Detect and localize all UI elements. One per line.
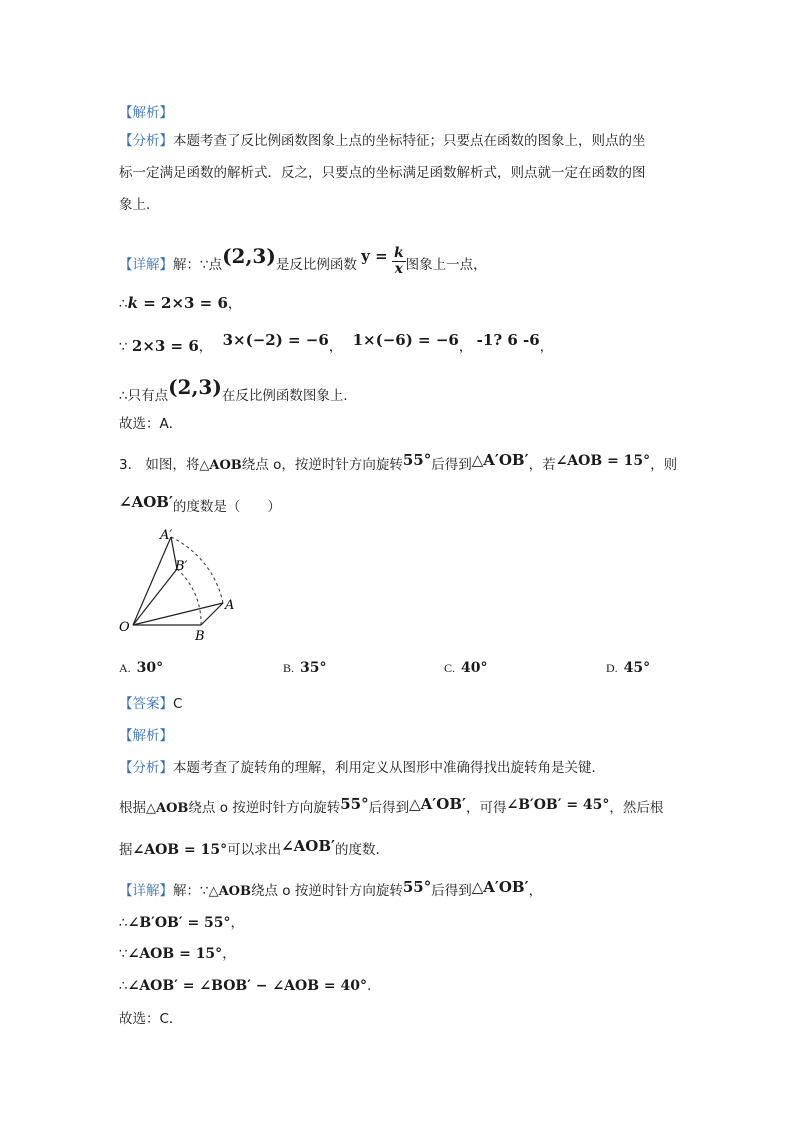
q3-xiangjie-tag: 【详解】 xyxy=(119,883,173,899)
q3-x1-d: ， xyxy=(528,883,543,899)
q3-x4-end: . xyxy=(367,978,372,994)
q3-label-b: B xyxy=(195,629,205,644)
q2-d1-c: 图象上一点， xyxy=(405,257,487,273)
q3-answer-line xyxy=(119,694,182,714)
q2-fenxi-tag: 【分析】 xyxy=(119,133,173,149)
q2-d1-func-frac xyxy=(392,246,406,277)
q3-detail-line4 xyxy=(119,976,371,996)
q3-line-oa xyxy=(133,603,223,625)
q3-label-a: A xyxy=(225,598,235,613)
q2-d4-a: ∴只有点 xyxy=(119,388,169,404)
q3-f2-tri: △AOB xyxy=(146,801,189,816)
q3-fenxi-line1 xyxy=(119,758,605,778)
q2-detail-line3: ∵ 2×3 = 6， 3×(−2) = −6， 1×(−6) = −6， -1? 6 -6， xyxy=(119,331,554,355)
q3-stem-line1 xyxy=(119,452,677,478)
q3-arc-inner xyxy=(177,569,201,625)
q3-x1-a: 解：∵ xyxy=(173,883,209,899)
q3-label-a1: A′ xyxy=(160,528,173,543)
q3-stem-d: ，若 xyxy=(528,457,556,473)
q3-x3-end: ， xyxy=(222,946,236,962)
q3-stem-angle: ∠AOB = 15° xyxy=(555,453,651,469)
q3-option-c[interactable] xyxy=(444,660,488,676)
q3-daan-tag: 【答案】 xyxy=(119,696,173,712)
q3-x1-deg: 55° xyxy=(402,878,432,896)
q3-option-d-letter: D. xyxy=(606,661,618,675)
q2-fenxi-line3: 象上． xyxy=(119,197,160,213)
q3-stem-line2 xyxy=(119,494,281,519)
q3-f2-c: 后得到 xyxy=(368,800,410,816)
q3-fenxi-line2 xyxy=(119,795,663,821)
q2-d1-func-lhs: y = xyxy=(361,247,388,265)
q3-stem2-angle: ∠AOB′ xyxy=(119,493,173,511)
q3-option-a-letter: A. xyxy=(119,661,131,675)
q3-option-a-value: 30° xyxy=(136,660,164,676)
q2-d1-func-num: k xyxy=(393,244,404,261)
q3-stem2-text: 的度数是（ ） xyxy=(172,499,281,515)
q3-stem-a: 3. 如图，将 xyxy=(119,457,200,473)
q3-detail-line3 xyxy=(119,944,236,964)
q3-answer: 故选：C． xyxy=(119,1011,183,1027)
q3-f3-a: 据 xyxy=(119,842,133,858)
q2-d3-m3: 1×(−6) = −6 xyxy=(352,331,459,349)
q2-d2-expr: = 2×3 = 6 xyxy=(138,294,228,312)
q3-option-b-letter: B. xyxy=(283,661,295,675)
q2-detail-line2 xyxy=(119,293,241,314)
q3-x2-sym: ∴ xyxy=(119,915,128,931)
q2-d2-sym: ∴ xyxy=(119,296,128,312)
q2-fenxi-line2: 标一定满足函数的解析式．反之，只要点的坐标满足函数解析式，则点就一定在函数的图 xyxy=(119,165,646,181)
q3-fenxi-tag: 【分析】 xyxy=(119,760,173,776)
q3-f3-b: 可以求出 xyxy=(227,842,282,858)
q2-d3-m2: 3×(−2) = −6 xyxy=(222,331,329,349)
q2-d2-end: ， xyxy=(227,296,242,312)
q3-x2-end: ， xyxy=(230,915,245,931)
q3-option-b[interactable] xyxy=(283,660,327,676)
q3-jiexi-tag: 【解析】 xyxy=(119,728,173,744)
q3-detail-line1 xyxy=(119,878,542,904)
q3-x3-math: ∠AOB = 15° xyxy=(127,946,223,962)
q2-d3-sym: ∵ xyxy=(119,339,128,355)
q3-line-oa1 xyxy=(133,537,171,625)
q3-option-c-letter: C. xyxy=(444,661,456,675)
q2-d4-b: 在反比例函数图象上． xyxy=(221,388,357,404)
q2-d1-point: (2,3) xyxy=(222,244,276,268)
q2-fenxi-text1: 本题考查了反比例函数图象上点的坐标特征；只要点在函数的图象上，则点的坐 xyxy=(173,133,646,149)
q2-detail-line4 xyxy=(119,375,357,411)
q3-f2-e: ，然后根 xyxy=(609,800,664,816)
q2-d1-a: 解：∵点 xyxy=(173,257,223,273)
q3-option-c-value: 40° xyxy=(461,660,488,676)
q2-d3-m1: 2×3 = 6 xyxy=(131,337,199,355)
q2-d4-point: (2,3) xyxy=(168,375,222,399)
q3-f3-angle2: ∠AOB′ xyxy=(281,837,335,855)
q3-label-o: O xyxy=(119,620,130,635)
q2-answer: 故选：A． xyxy=(119,416,183,432)
q3-f2-deg: 55° xyxy=(340,795,369,813)
q2-d2-math xyxy=(128,294,228,312)
q3-label-b1: B′ xyxy=(175,559,188,574)
q3-f3-c: 的度数． xyxy=(335,842,389,858)
q3-fenxi-line3 xyxy=(119,837,389,862)
q3-x2-math: ∠B′OB′ = 55° xyxy=(127,915,231,931)
q3-f2-angle: ∠B′OB′ = 45° xyxy=(506,797,610,813)
q3-x1-c: 后得到 xyxy=(431,883,472,899)
q2-d3-m4: -1? 6 -6 xyxy=(476,331,540,349)
q3-stem-b: 绕点 o，按逆时针方向旋转 xyxy=(241,457,403,473)
q2-fenxi-line1 xyxy=(119,131,646,151)
q3-f2-tri2: △A′OB′ xyxy=(409,795,466,813)
q3-daan-value: C xyxy=(173,696,183,712)
q2-d2-k: k xyxy=(127,294,138,312)
q3-x1-tri: △AOB xyxy=(208,884,251,899)
q3-f3-angle: ∠AOB = 15° xyxy=(132,842,228,858)
q2-d1-b: 是反比例函数 xyxy=(275,257,357,273)
q3-stem-tri: △AOB xyxy=(199,458,242,473)
q3-f2-a: 根据 xyxy=(119,800,146,816)
q2-xiangjie-tag: 【详解】 xyxy=(119,257,173,273)
q3-stem-c: 后得到 xyxy=(431,457,472,473)
q2-detail-line1 xyxy=(119,244,487,283)
q3-option-b-value: 35° xyxy=(300,660,327,676)
q3-stem-deg: 55° xyxy=(402,451,432,469)
q3-stem-tri2: △A′OB′ xyxy=(471,451,529,469)
q2-jiexi-tag: 【解析】 xyxy=(119,105,173,121)
q3-x1-b: 绕点 o 按逆时针方向旋转 xyxy=(251,883,403,899)
q3-x1-tri2: △A′OB′ xyxy=(471,878,529,896)
q3-option-d[interactable] xyxy=(606,660,650,676)
q3-f2-d: ，可得 xyxy=(465,800,507,816)
q3-rotation-figure xyxy=(115,525,245,645)
q3-option-a[interactable] xyxy=(119,660,163,676)
q3-f2-b: 绕点 o 按逆时针方向旋转 xyxy=(188,800,341,816)
q3-x4-math: ∠AOB′ = ∠BOB′ − ∠AOB = 40° xyxy=(127,978,367,994)
q3-line-ob1 xyxy=(133,569,177,625)
q3-option-d-value: 45° xyxy=(623,660,651,676)
q3-fenxi-text1: 本题考查了旋转角的理解，利用定义从图形中准确得找出旋转角是关键． xyxy=(173,760,605,776)
q3-x4-sym: ∴ xyxy=(119,978,128,994)
q3-detail-line2 xyxy=(119,913,244,933)
q3-stem-e: ，则 xyxy=(650,457,678,473)
q3-x3-sym: ∵ xyxy=(119,946,128,962)
q2-d1-func-den: x xyxy=(394,260,403,277)
